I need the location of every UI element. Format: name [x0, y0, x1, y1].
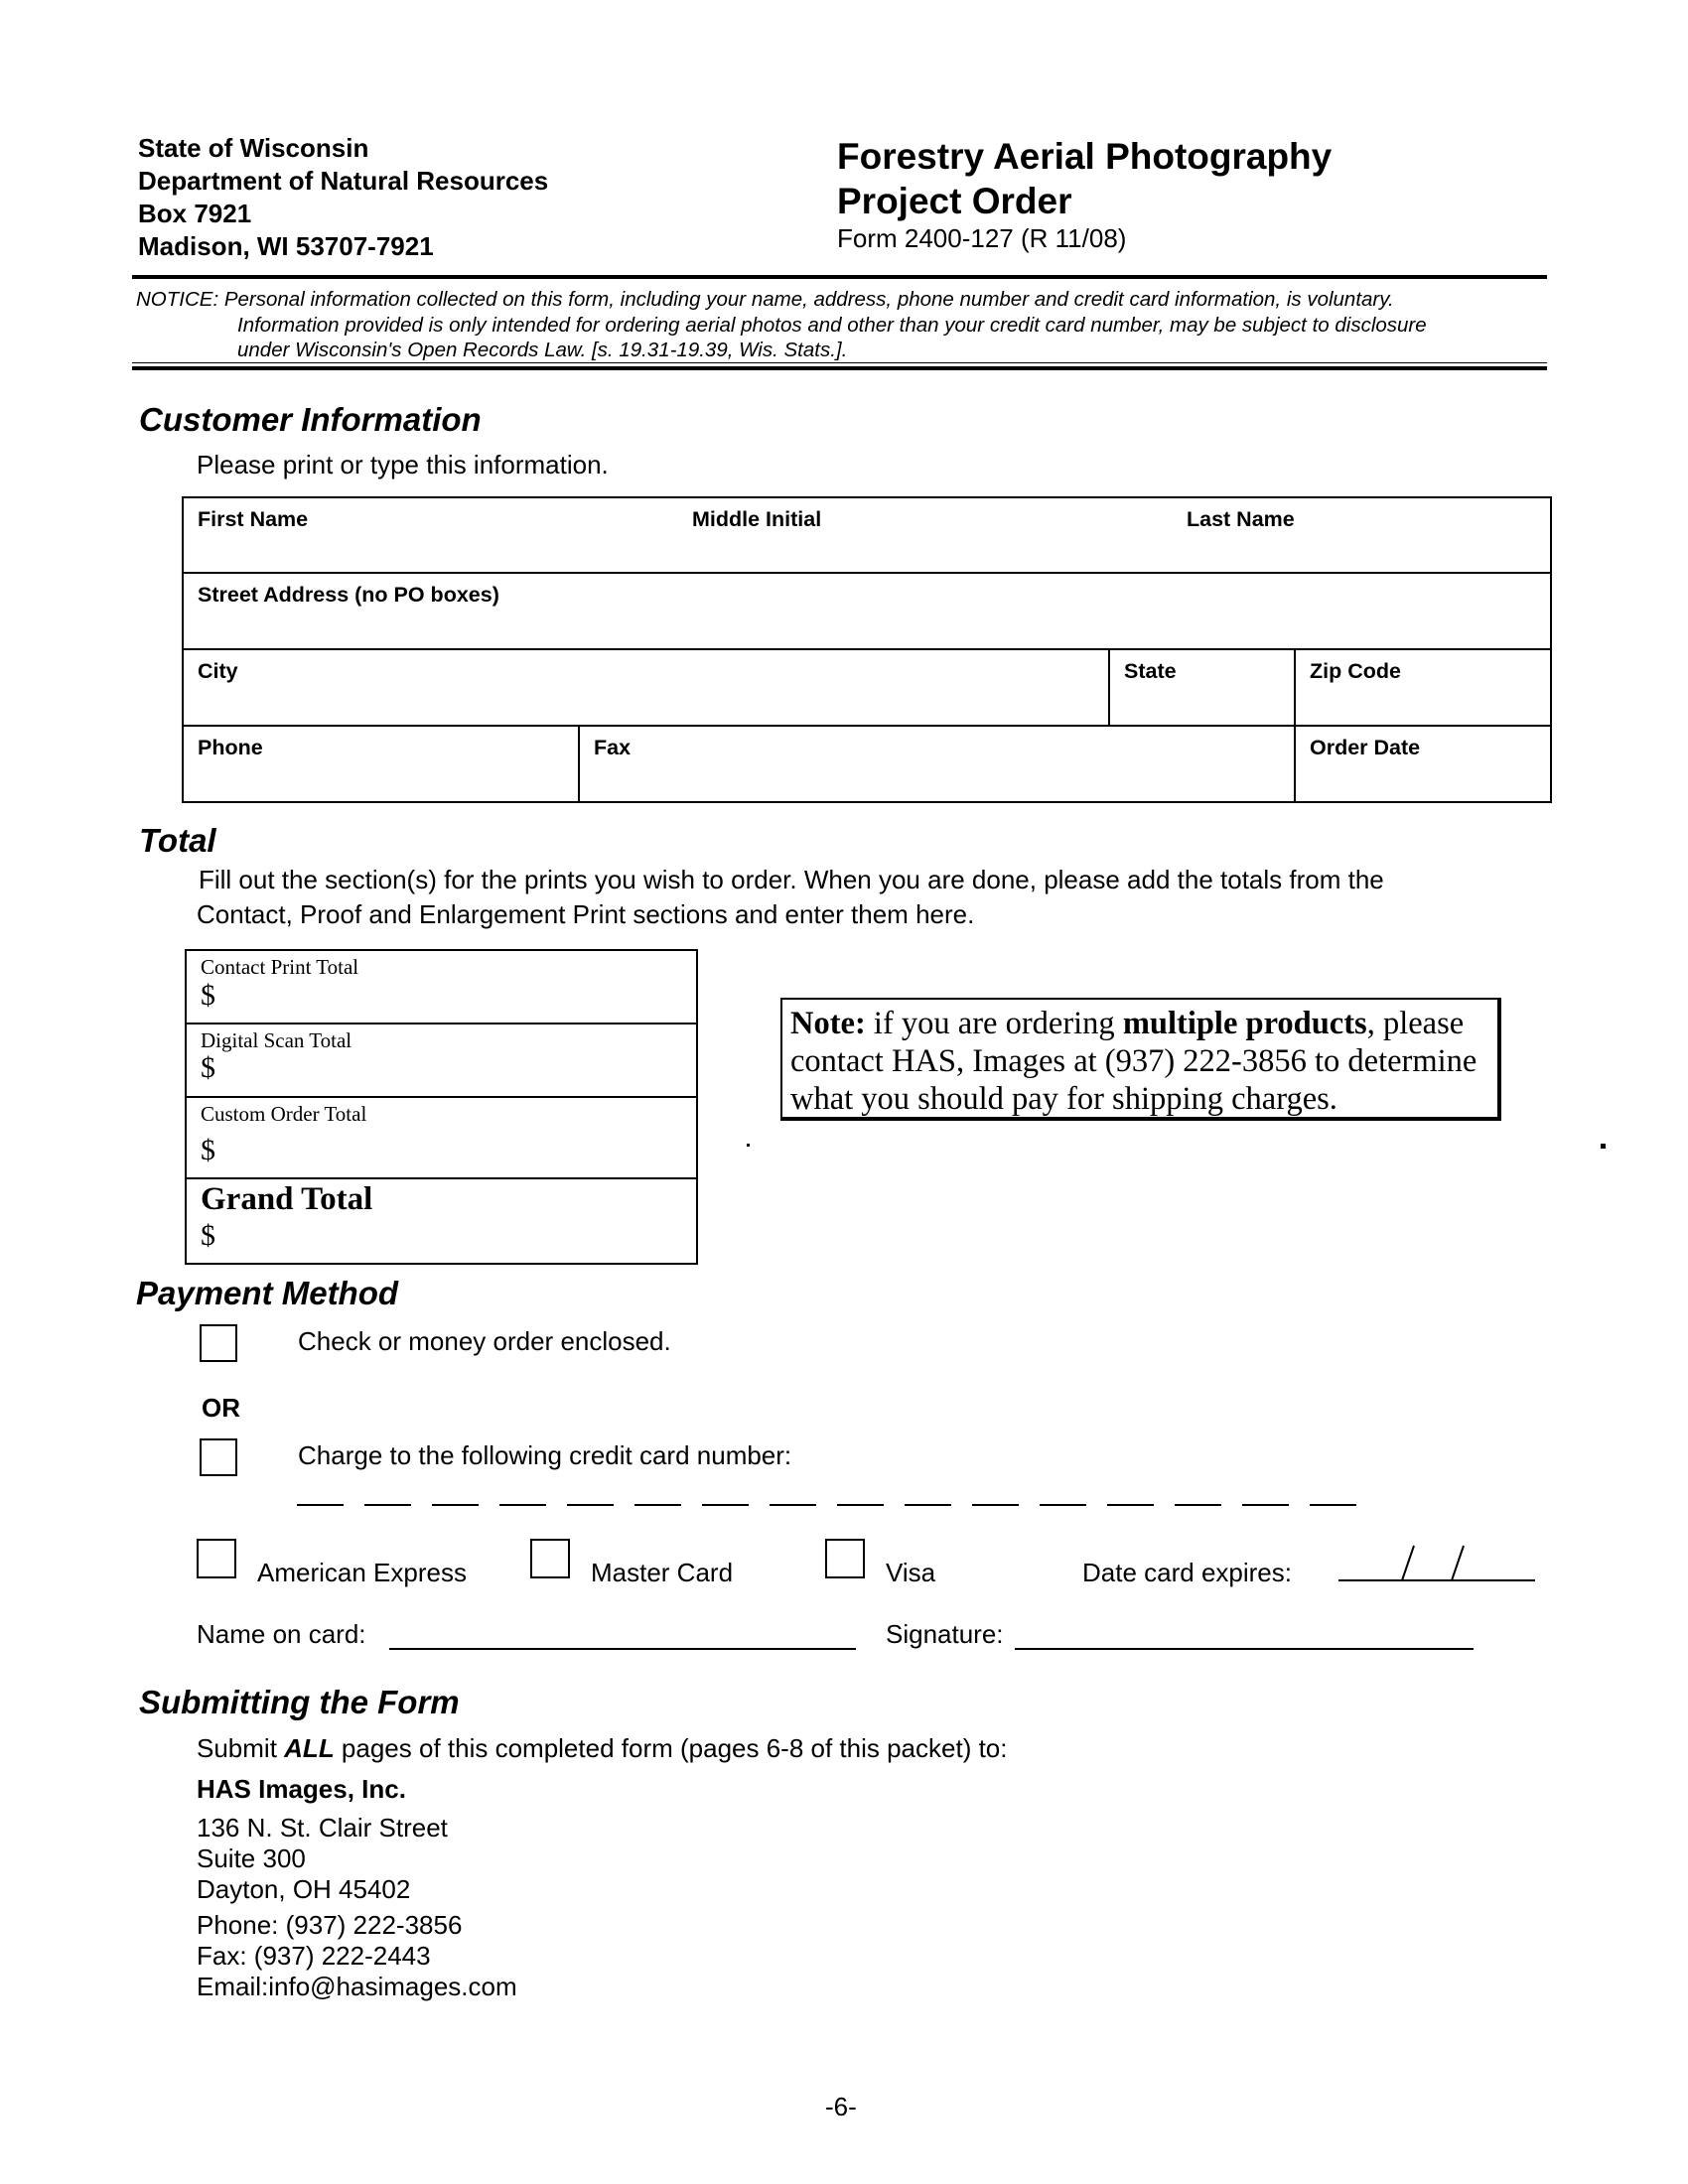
- card-digit-blank[interactable]: [634, 1504, 681, 1506]
- custom-order-total-label: Custom Order Total: [201, 1102, 367, 1126]
- notice-line-3: under Wisconsin's Open Records Law. [s. 19.31-19.39, Wis. Stats.].: [237, 339, 848, 361]
- currency-symbol: $: [201, 979, 215, 1012]
- notice-line-1: NOTICE: Personal information collected on this form, including your name, address, phone number and credit card information, is voluntary.: [136, 288, 1394, 311]
- state-label: State: [1124, 659, 1177, 683]
- contact-phone: Phone: (937) 222-3856: [197, 1910, 463, 1940]
- name-on-card-label: Name on card:: [197, 1619, 366, 1649]
- currency-symbol: $: [201, 1219, 215, 1252]
- submit-instruction-pre: Submit: [197, 1733, 285, 1763]
- card-digit-blank[interactable]: [1175, 1504, 1221, 1506]
- grand-total-label: Grand Total: [201, 1181, 373, 1217]
- street-address-label: Street Address (no PO boxes): [198, 583, 499, 607]
- page-number: -6-: [825, 2092, 857, 2121]
- fax-label: Fax: [594, 736, 632, 759]
- title-line-2: Project Order: [837, 181, 1072, 221]
- card-digit-blank[interactable]: [1040, 1504, 1086, 1506]
- expires-label: Date card expires:: [1082, 1558, 1292, 1587]
- expiry-date-field[interactable]: [1338, 1543, 1535, 1582]
- visa-checkbox[interactable]: [825, 1539, 865, 1578]
- card-digit-blank[interactable]: [499, 1504, 546, 1506]
- charge-label: Charge to the following credit card number:: [298, 1440, 792, 1470]
- mastercard-checkbox[interactable]: [530, 1539, 570, 1578]
- submit-instruction: [197, 1730, 1008, 1766]
- card-digit-blank[interactable]: [567, 1504, 614, 1506]
- card-digit-blank[interactable]: [1310, 1504, 1356, 1506]
- note-text-2: , please contact HAS, Images at (937) 222-3856 to determine what you should pay for shipping charges.: [790, 1006, 1477, 1117]
- digital-scan-total-label: Digital Scan Total: [201, 1028, 352, 1052]
- title-line-1: Forestry Aerial Photography: [837, 136, 1333, 177]
- card-digit-blank[interactable]: [837, 1504, 884, 1506]
- card-digit-blank[interactable]: [297, 1504, 344, 1506]
- expiry-date-lines: [1338, 1543, 1535, 1582]
- card-digit-blank[interactable]: [432, 1504, 479, 1506]
- phone-label: Phone: [198, 736, 263, 759]
- order-date-label: Order Date: [1310, 736, 1421, 759]
- card-digit-blank[interactable]: [1242, 1504, 1289, 1506]
- card-digit-blank[interactable]: [905, 1504, 951, 1506]
- card-digit-blank[interactable]: [770, 1504, 816, 1506]
- contact-email[interactable]: Email:info@hasimages.com: [197, 1972, 517, 2001]
- total-heading: Total: [139, 822, 216, 859]
- card-digit-blank[interactable]: [1107, 1504, 1154, 1506]
- currency-symbol: $: [201, 1051, 215, 1084]
- mailing-address: [197, 1813, 448, 1905]
- payment-heading: Payment Method: [136, 1275, 399, 1311]
- amex-checkbox[interactable]: [197, 1539, 236, 1578]
- name-on-card-line[interactable]: [389, 1622, 856, 1650]
- address-line: State of Wisconsin: [138, 133, 369, 163]
- middle-initial-label: Middle Initial: [692, 507, 822, 531]
- address-street: 136 N. St. Clair Street: [197, 1813, 448, 1843]
- amex-label: American Express: [257, 1558, 467, 1587]
- last-name-label: Last Name: [1187, 507, 1295, 531]
- address-line: Department of Natural Resources: [138, 166, 549, 196]
- total-instruction-line-2: Contact, Proof and Enlargement Print sections and enter them here.: [197, 899, 975, 929]
- city-label: City: [198, 659, 238, 683]
- note-emphasis: multiple products: [1122, 1006, 1367, 1041]
- contact-fax: Fax: (937) 222-2443: [197, 1941, 431, 1971]
- address-line: Box 7921: [138, 199, 252, 228]
- submit-heading: Submitting the Form: [139, 1684, 460, 1720]
- mastercard-label: Master Card: [591, 1558, 734, 1587]
- company-name: HAS Images, Inc.: [197, 1774, 406, 1804]
- notice-line-2: Information provided is only intended for ordering aerial photos and other than your credit card number, may be subject to disclosure: [237, 313, 1427, 337]
- address-line: Madison, WI 53707-7921: [138, 231, 434, 261]
- contact-info: [197, 1910, 517, 2002]
- visa-label: Visa: [886, 1558, 936, 1587]
- zip-label: Zip Code: [1310, 659, 1401, 683]
- customer-instruction: Please print or type this information.: [197, 450, 609, 479]
- submit-instruction-post: pages of this completed form (pages 6-8 of this packet) to:: [334, 1733, 1008, 1763]
- customer-heading: Customer Information: [139, 401, 482, 438]
- form-number: Form 2400-127 (R 11/08): [837, 223, 1127, 253]
- address-suite: Suite 300: [197, 1843, 306, 1873]
- signature-line[interactable]: [1015, 1622, 1474, 1650]
- note-lead: Note:: [790, 1006, 866, 1041]
- note-text-1: if you are ordering: [865, 1006, 1123, 1041]
- or-label: OR: [202, 1393, 240, 1423]
- total-instruction-line-1: Fill out the section(s) for the prints you wish to order. When you are done, please add the totals from the: [199, 865, 1384, 894]
- card-digit-blank[interactable]: [702, 1504, 749, 1506]
- first-name-label: First Name: [198, 507, 309, 531]
- contact-print-total-label: Contact Print Total: [201, 955, 359, 979]
- signature-label: Signature:: [886, 1619, 1004, 1649]
- check-label: Check or money order enclosed.: [298, 1326, 671, 1356]
- address-city: Dayton, OH 45402: [197, 1874, 411, 1904]
- card-digit-blank[interactable]: [364, 1504, 411, 1506]
- submit-instruction-emphasis: ALL: [284, 1733, 335, 1763]
- card-digit-blank[interactable]: [972, 1504, 1019, 1506]
- currency-symbol: $: [201, 1134, 215, 1166]
